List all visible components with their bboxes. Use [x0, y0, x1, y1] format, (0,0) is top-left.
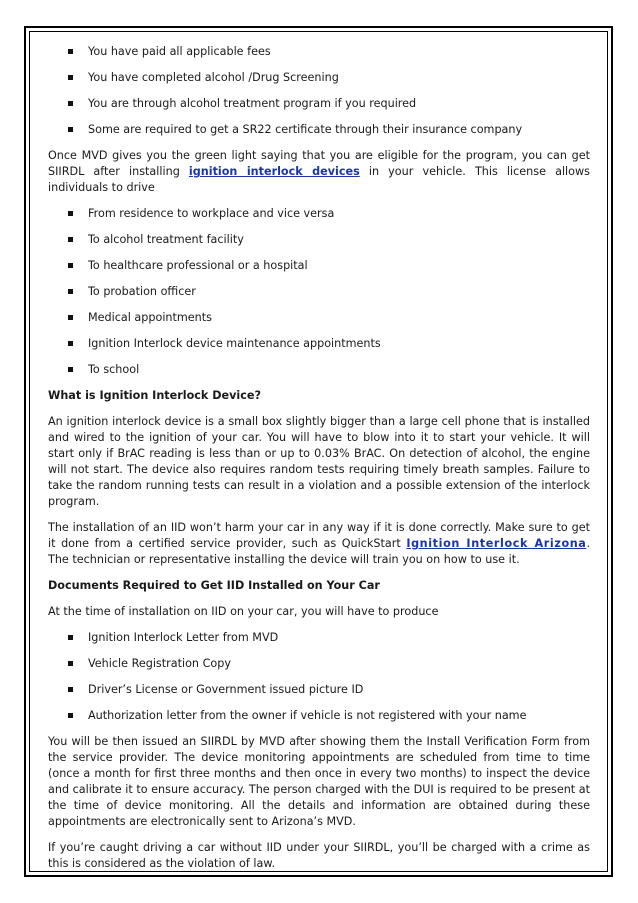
square-bullet-icon — [68, 263, 73, 268]
allowed-destinations-list — [48, 206, 590, 378]
ignition-interlock-arizona-link[interactable]: Ignition Interlock Arizona — [406, 537, 587, 550]
document-body — [48, 44, 590, 882]
square-bullet-icon — [68, 661, 73, 666]
list-item: To alcohol treatment facility — [48, 232, 590, 248]
list-item: Some are required to get a SR22 certificate through their insurance company — [48, 122, 590, 138]
square-bullet-icon — [68, 101, 73, 106]
square-bullet-icon — [68, 211, 73, 216]
list-item: Ignition Interlock device maintenance appointments — [48, 336, 590, 352]
list-item: You have paid all applicable fees — [48, 44, 590, 60]
list-item: To school — [48, 362, 590, 378]
list-item: Authorization letter from the owner if vehicle is not registered with your name — [48, 708, 590, 724]
square-bullet-icon — [68, 49, 73, 54]
square-bullet-icon — [68, 237, 73, 242]
paragraph-monitoring: You will be then issued an SIIRDL by MVD after showing them the Install Verification Form from the service provider. The device monitoring appointments are scheduled from time to time (once a month for first three months and then once in every two months) to inspect the device and calibrate it to ensure accuracy. The person charged with the DUI is required to be present at the time of device monitoring. All the details and information are obtained during these appointments are electronically sent to Arizona’s MVD. — [48, 735, 590, 828]
square-bullet-icon — [68, 713, 73, 718]
list-item: From residence to workplace and vice versa — [48, 206, 590, 222]
list-item: Ignition Interlock Letter from MVD — [48, 630, 590, 646]
square-bullet-icon — [68, 635, 73, 640]
square-bullet-icon — [68, 289, 73, 294]
ignition-interlock-devices-link[interactable]: ignition interlock devices — [188, 165, 360, 178]
list-item: Medical appointments — [48, 310, 590, 326]
square-bullet-icon — [68, 315, 73, 320]
section-heading-documents: Documents Required to Get IID Installed on Your Car — [48, 579, 380, 592]
list-item: Driver’s License or Government issued picture ID — [48, 682, 590, 698]
required-documents-list — [48, 630, 590, 724]
list-item: To healthcare professional or a hospital — [48, 258, 590, 274]
list-item: You have completed alcohol /Drug Screening — [48, 70, 590, 86]
eligibility-list — [48, 44, 590, 138]
square-bullet-icon — [68, 75, 73, 80]
section-heading-what-is-iid: What is Ignition Interlock Device? — [48, 389, 261, 402]
paragraph-installation: The installation of an IID won’t harm your car in any way if it is done correctly. Make sure to get it done from a certified service provider, such as QuickStart Ignition Interlock Arizona. The technician or representative installing the device will train you on how to use it. — [48, 521, 591, 566]
list-item: You are through alcohol treatment program if you required — [48, 96, 590, 112]
paragraph-siirdl: Once MVD gives you the green light saying that you are eligible for the program, you can get SIIRDL after installing ignition interlock devices in your vehicle. This license allows individuals to drive — [48, 149, 590, 194]
square-bullet-icon — [68, 687, 73, 692]
square-bullet-icon — [68, 127, 73, 132]
paragraph-iid-description: An ignition interlock device is a small box slightly bigger than a large cell phone that is installed and wired to the ignition of your car. You will have to blow into it to start your vehicle. It will start only if BrAC reading is less than or up to 0.03% BrAC. On detection of alcohol, the engine will not start. The device also requires random tests requiring timely breath samples. Failure to take the random running tests can result in a violation and a possible extension of the interlock program. — [48, 415, 590, 508]
list-item: Vehicle Registration Copy — [48, 656, 590, 672]
list-item: To probation officer — [48, 284, 590, 300]
paragraph-documents-intro: At the time of installation on IID on your car, you will have to produce — [48, 605, 439, 618]
square-bullet-icon — [68, 367, 73, 372]
square-bullet-icon — [68, 341, 73, 346]
paragraph-violation: If you’re caught driving a car without IID under your SIIRDL, you’ll be charged with a crime as this is considered as the violation of law. — [48, 841, 590, 870]
